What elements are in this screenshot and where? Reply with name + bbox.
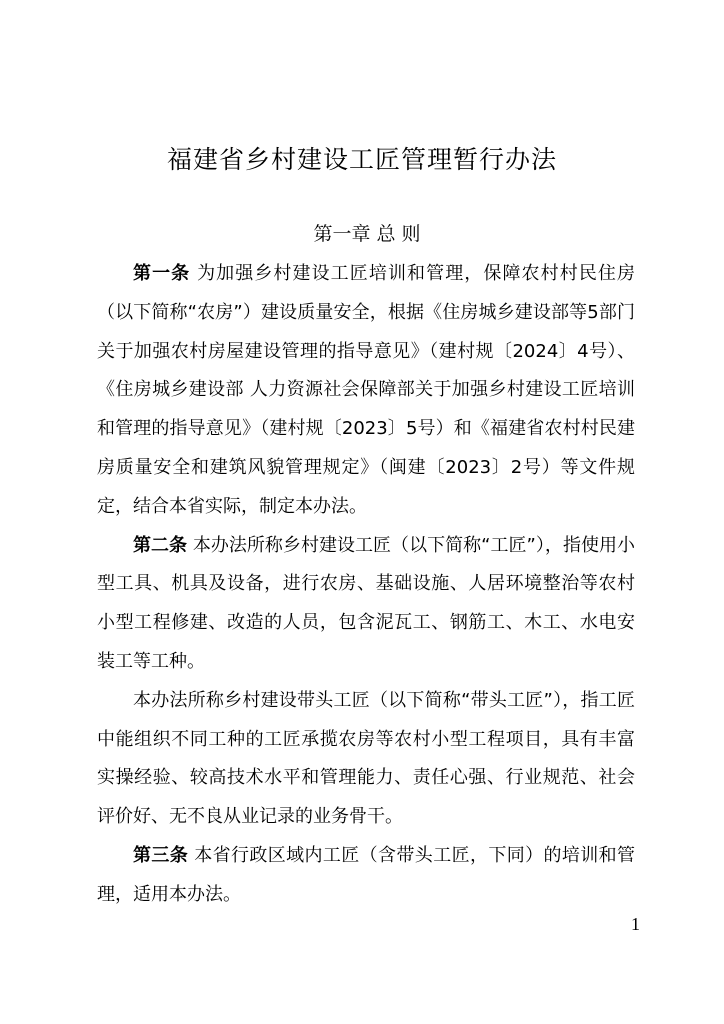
article-label: 第三条 <box>133 844 189 866</box>
chapter-heading: 第一章 总 则 <box>313 223 421 245</box>
article-label: 第一条 <box>133 263 191 284</box>
article-text: 本办法所称乡村建设工匠（以下简称“工匠”），指使用小型工具、机具及设备，进行农房、基础设施、人居环境整治等农村小型工程修建、改造的人员，包含泥瓦工、钢筋工、木工、水电安装工等工种。 <box>97 534 636 672</box>
article-2 <box>97 527 635 682</box>
article-text: 为加强乡村建设工匠培训和管理，保障农村村民住房（以下简称“农房”）建设质量安全，根据《住房城乡建设部等5部门关于加强农村房屋建设管理的指导意见》（建村规〔2024〕4号）、《住房城乡建设部 人力资源社会保障部关于加强乡村建设工匠培训和管理的指导意见》（建村规〔2023〕5号）和《福建省农村村民建房质量安全和建筑风貌管理规定》（闽建〔2023〕2号）等文件规定，结合本省实际，制定本办法。 <box>97 263 635 517</box>
page-number: 1 <box>631 914 640 934</box>
article-3 <box>97 837 635 915</box>
article-label: 第二条 <box>133 534 188 556</box>
article-1 <box>97 255 635 527</box>
article-2-paragraph-2 <box>97 682 635 837</box>
document-body <box>97 255 635 915</box>
article-text: 本办法所称乡村建设带头工匠（以下简称“带头工匠”），指工匠中能组织不同工种的工匠承揽农房等农村小型工程项目，具有丰富实操经验、较高技术水平和管理能力、责任心强、行业规范、社会评价好、无不良从业记录的业务骨干。 <box>97 689 635 828</box>
article-text: 本省行政区域内工匠（含带头工匠，下同）的培训和管理，适用本办法。 <box>97 844 635 905</box>
document-title: 福建省乡村建设工匠管理暂行办法 <box>166 145 557 174</box>
